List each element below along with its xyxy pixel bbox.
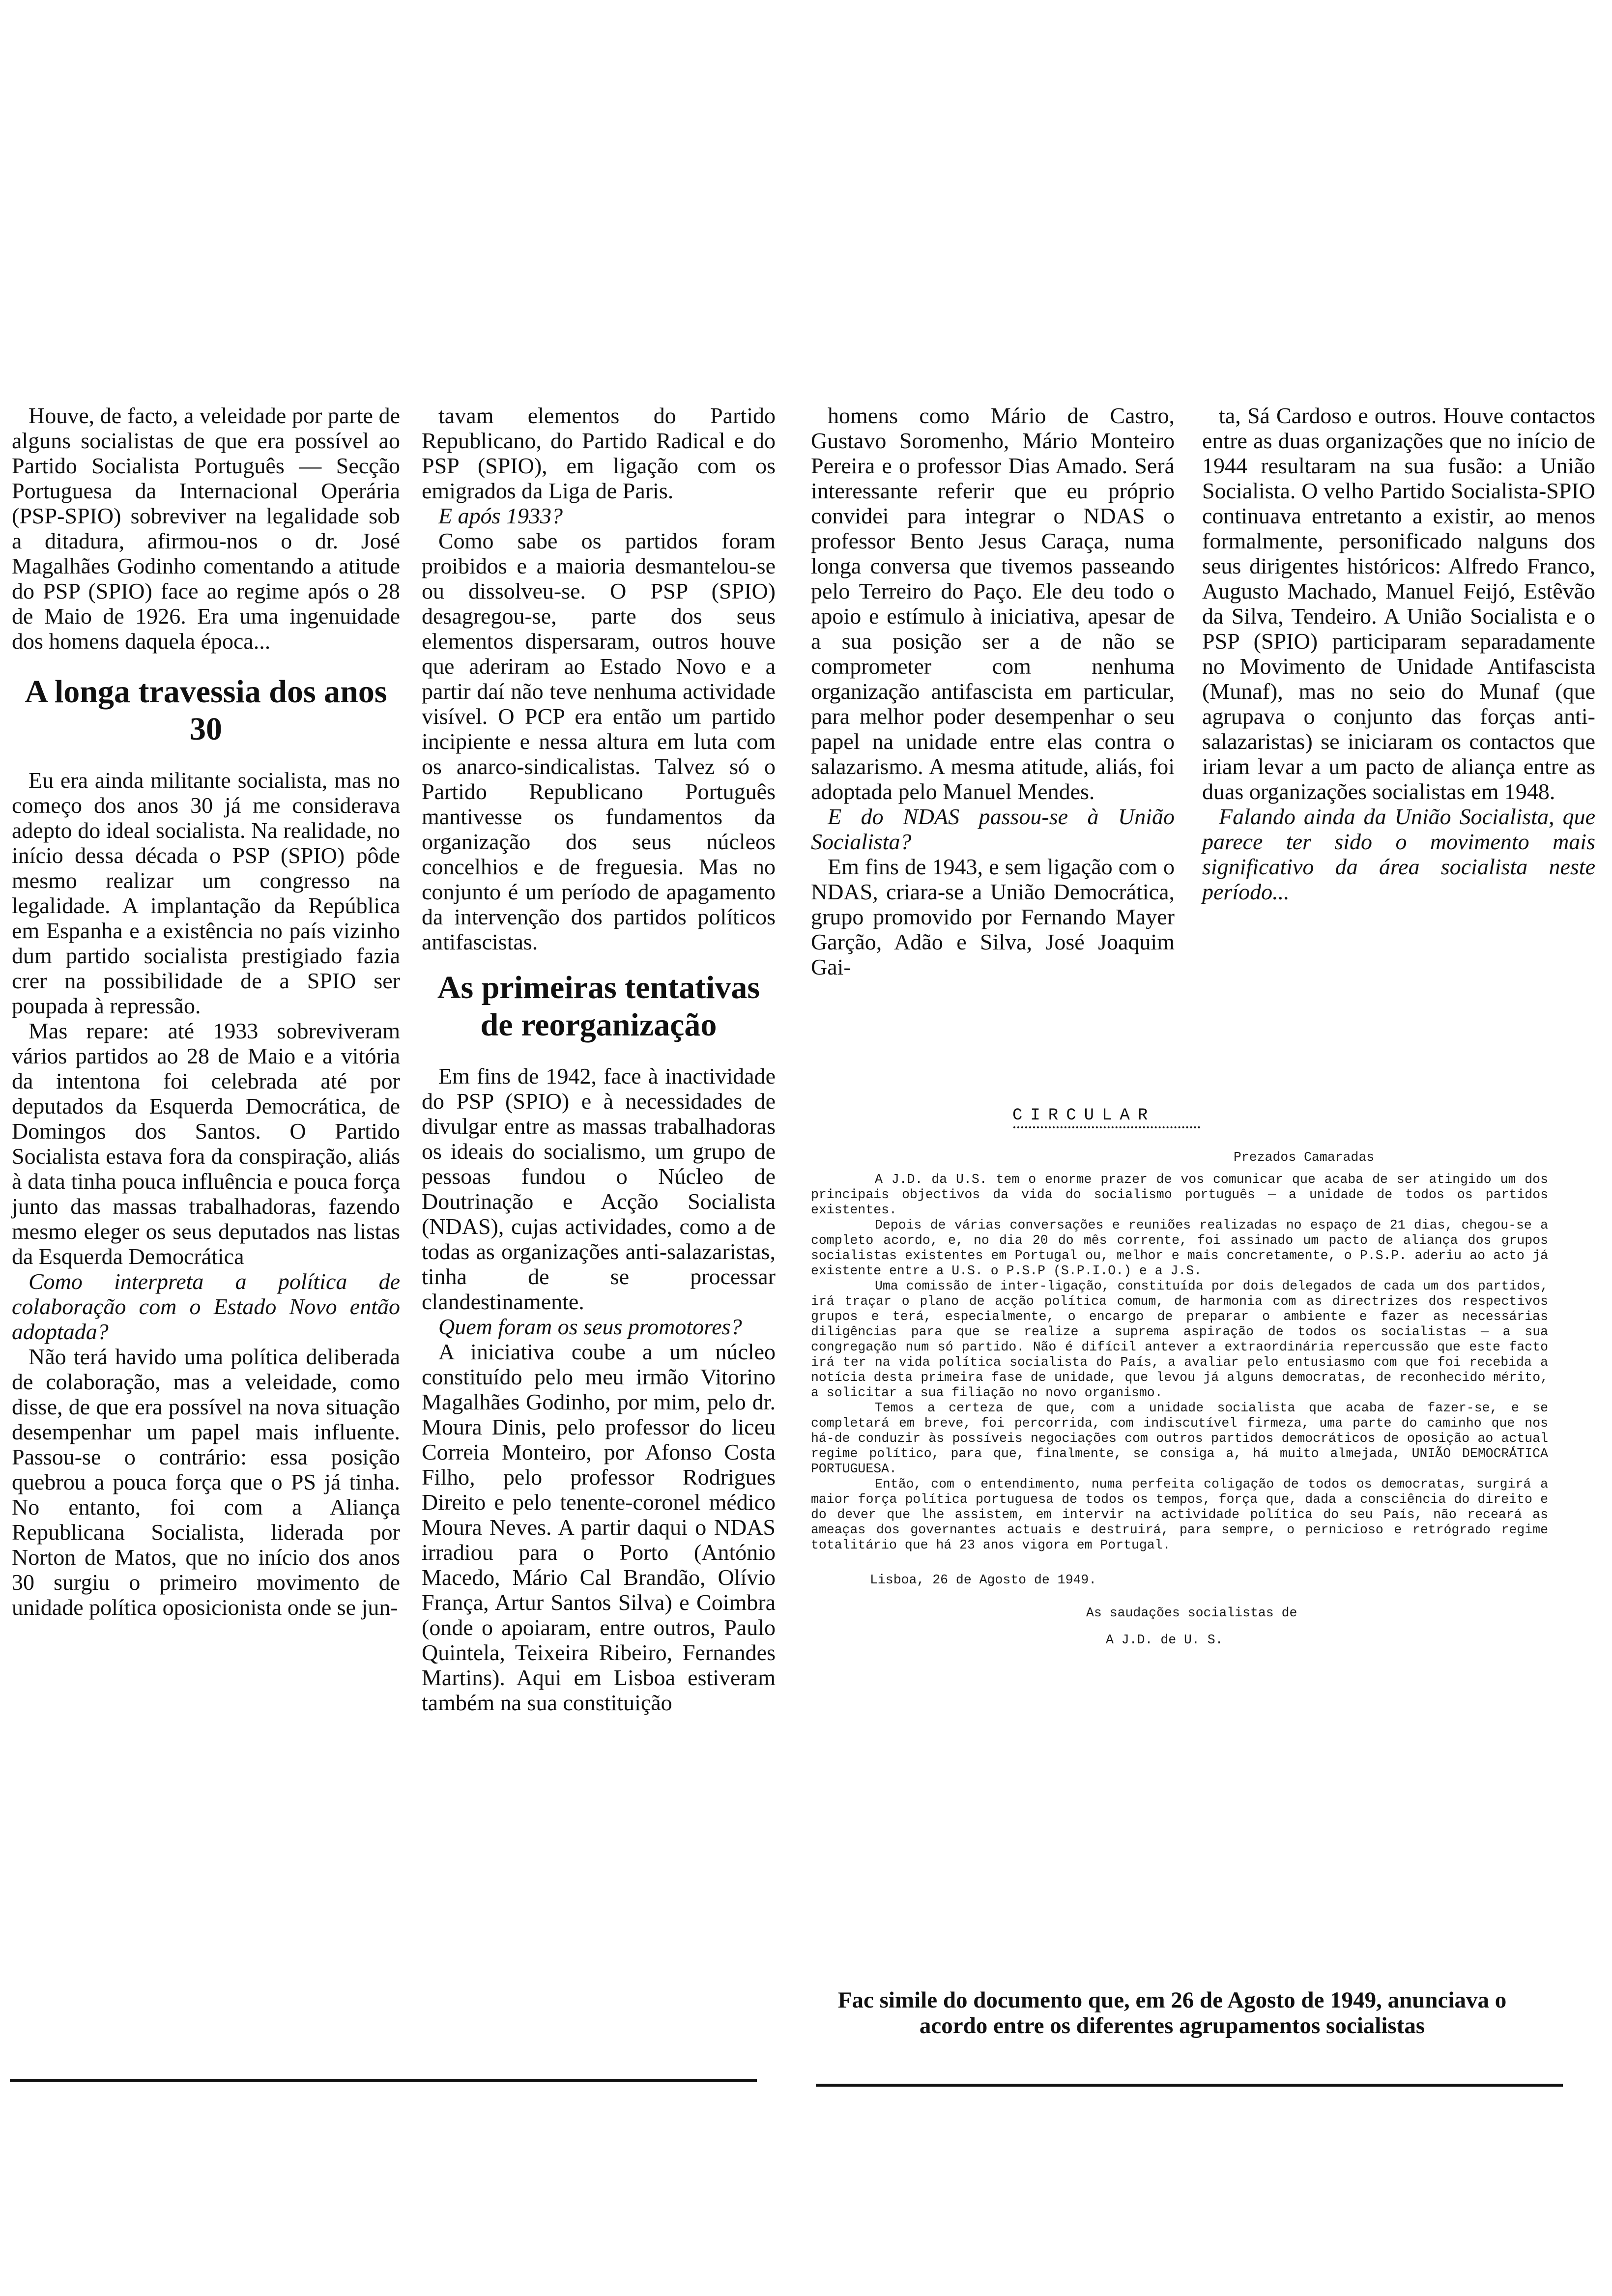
paragraph: Em fins de 1943, e sem ligação com o NDAS, criara-se a União Democrática, grupo promovido por Fernando Mayer Garção, Adão e Silva, José Joaquim Gai- bbox=[811, 854, 1175, 979]
interview-question: E após 1933? bbox=[438, 503, 563, 528]
interview-question: Como interpreta a política de colaboração com o Estado Novo então adoptada? bbox=[12, 1269, 400, 1344]
article-column-1 bbox=[12, 403, 400, 1620]
circular-greeting: Prezados Camaradas bbox=[1234, 1150, 1375, 1165]
paragraph: Não terá havido uma política deliberada de colaboração, mas a veleidade, como disse, de que era possível na nova situação desempenhar um papel mais influente. Passou-se o contrário: essa posição quebrou a pouca força que o PS já tinha. No entanto, foi com a Aliança Republicana Socialista, liderada por Norton de Matos, que no início dos anos 30 surgiu o primeiro movimento de unidade política oposicionista onde se jun- bbox=[12, 1344, 400, 1620]
subheading: A longa travessia dos anos 30 bbox=[25, 674, 387, 747]
interview-question: Falando ainda da União Socialista, que parece ter sido o movimento mais significativo da área socialista neste período... bbox=[1202, 804, 1595, 904]
paragraph: ta, Sá Cardoso e outros. Houve contactos entre as duas organizações que no início de 1944 resultaram na sua fusão: a União Socialista. O velho Partido Socialista-SPIO continuava entretanto a existir, ao menos formalmente, personificado nalguns dos seus dirigentes históricos: Alfredo Franco, Augusto Machado, Manuel Feijó, Estêvão da Silva, Tendeiro. A União Socialista e o PSP (SPIO) participaram separadamente no Movimento de Unidade Antifascista (Munaf), mas no seio do Munaf (que agrupava o conjunto das forças anti-salazaristas) se iniciaram os contactos que iriam levar a um pacto de aliança entre as duas organizações socialistas em 1948. bbox=[1202, 403, 1595, 804]
paragraph: homens como Mário de Castro, Gustavo Soromenho, Mário Monteiro Pereira e o professor Dias Amado. Será interessante referir que eu próprio convidei para integrar o NDAS o professor Bento Jesus Caraça, numa longa conversa que tivemos passeando pelo Terreiro do Paço. Ele deu todo o apoio e estímulo à iniciativa, apesar de a sua posição ser a de não se comprometer com nenhuma organização antifascista em particular, para melhor poder desempenhar o seu papel na unidade entre elas contra o salazarismo. A mesma atitude, aliás, foi adoptada pelo Manuel Mendes. bbox=[811, 403, 1175, 804]
divider-rule bbox=[10, 2079, 757, 2082]
circular-paragraph: Uma comissão de inter-ligação, constituída por dois delegados de cada um dos partidos, irá traçar o plano de acção política comum, de harmonia com as directrizes dos respectivos grupos e terá, especialmente, o encargo de preparar o ambiente e fazer as necessárias diligências para que se realize a suprema aspiração de todos os socialistas — a sua congregação num só partido. Não é difícil antever a extraordinária repercussão que este facto irá ter na vida política socialista do País, a avaliar pelo entusiasmo com que foi recebida a notícia desta primeira fase de unidade, que levou já alguns democratas, de reconhecido mérito, a solicitar a sua filiação no novo organismo. bbox=[811, 1279, 1548, 1400]
paragraph: tavam elementos do Partido Republicano, do Partido Radical e do PSP (SPIO), em ligação com os emigrados da Liga de Paris. bbox=[422, 403, 776, 503]
figure-caption: Fac simile do documento que, em 26 de Agosto de 1949, anunciava o acordo entre os diferentes agrupamentos socialistas bbox=[837, 1987, 1507, 2038]
article-column-3 bbox=[811, 403, 1175, 979]
circular-signature: A J.D. de U. S. bbox=[1106, 1633, 1223, 1647]
interview-question: E do NDAS passou-se à União Socialista? bbox=[811, 804, 1175, 854]
interview-question: Quem foram os seus promotores? bbox=[438, 1314, 742, 1339]
paragraph: Em fins de 1942, face à inactividade do PSP (SPIO) e à necessidades de divulgar entre as massas trabalhadoras os ideais do socialismo, um grupo de pessoas fundou o Núcleo de Doutrinação e Acção Socialista (NDAS), cujas actividades, como a de todas as organizações anti-salazaristas, tinha de se processar clandestinamente. bbox=[422, 1063, 776, 1314]
circular-paragraph: Temos a certeza de que, com a unidade socialista que acaba de fazer-se, e se completará em breve, foi percorrida, com indiscutível firmeza, uma parte do caminho que nos há-de conduzir às possíveis negociações com outros partidos democráticos de oposição ao actual regime político, para que, finalmente, se consiga a, há muito almejada, UNIÃO DEMOCRÁTICA PORTUGUESA. bbox=[811, 1401, 1548, 1476]
divider-rule bbox=[816, 2084, 1563, 2087]
subheading: As primeiras tentativas de reorganização bbox=[437, 970, 760, 1043]
circular-title-underline bbox=[1013, 1126, 1200, 1128]
article-column-4 bbox=[1202, 403, 1595, 904]
circular-sign-line: As saudações socialistas de bbox=[1086, 1606, 1297, 1620]
circular-paragraph: Então, com o entendimento, numa perfeita coligação de todos os democratas, surgirá a maior força política portuguesa de todos os tempos, força que, dada a consciência do direito e do dever que lhe assistem, em intervir na actividade política do seu País, não receará as ameaças dos governantes actuais e destruirá, para sempre, o pernicioso e retrógrado regime totalitário que há 23 anos vigora em Portugal. bbox=[811, 1477, 1548, 1552]
circular-paragraph: Depois de várias conversações e reuniões realizadas no espaço de 21 dias, chegou-se a completo acordo, e, no dia 20 do mês corrente, foi assinado um pacto de aliança dos grupos socialistas existentes em Portugal ou, melhor e mais concretamente, o P.S.P. aderiu ao acto já existente entre a U.S. o P.S.P (S.P.I.O.) e a J.S. bbox=[811, 1218, 1548, 1278]
article-column-2 bbox=[422, 403, 776, 1715]
circular-date: Lisboa, 26 de Agosto de 1949. bbox=[870, 1573, 1097, 1587]
circular-title: CIRCULAR bbox=[1012, 1106, 1156, 1125]
paragraph: Houve, de facto, a veleidade por parte de alguns socialistas de que era possível ao Partido Socialista Português — Secção Portuguesa da Internacional Operária (PSP-SPIO) sobreviver na legalidade sob a ditadura, afirmou-nos o dr. José Magalhães Godinho comentando a atitude do PSP (SPIO) face ao regime após o 28 de Maio de 1926. Era uma ingenuidade dos homens daquela época... bbox=[12, 403, 400, 654]
paragraph: Como sabe os partidos foram proibidos e a maioria desmantelou-se ou dissolveu-se. O PSP (SPIO) desagregou-se, parte dos seus elementos dispersaram, outros houve que aderiram ao Estado Novo e a partir daí não teve nenhuma actividade visível. O PCP era então um partido incipiente e nessa altura em luta com os anarco-sindicalistas. Talvez só o Partido Republicano Português mantivesse os fundamentos da organização dos seus núcleos concelhios e de freguesia. Mas no conjunto é um período de apagamento da intervenção dos partidos políticos antifascistas. bbox=[422, 528, 776, 954]
paragraph: Eu era ainda militante socialista, mas no começo dos anos 30 já me considerava adepto do ideal socialista. Na realidade, no início dessa década o PSP (SPIO) pôde mesmo realizar um congresso na legalidade. A implantação da República em Espanha e a existência no país vizinho dum partido socialista prestigiado fazia crer na possibilidade de a SPIO ser poupada à repressão. bbox=[12, 768, 400, 1018]
circular-facsimile bbox=[811, 1150, 1548, 1648]
paragraph: Mas repare: até 1933 sobreviveram vários partidos ao 28 de Maio e a vitória da intentona foi celebrada até por deputados da Esquerda Democrática, de Domingos dos Santos. O Partido Socialista estava fora da conspiração, aliás à data tinha pouca influência e pouca força junto das massas trabalhadoras, fazendo mesmo eleger os seus deputados nas listas da Esquerda Democrática bbox=[12, 1018, 400, 1269]
paragraph: A iniciativa coube a um núcleo constituído pelo meu irmão Vitorino Magalhães Godinho, por mim, pelo dr. Moura Dinis, pelo professor do liceu Correia Monteiro, por Afonso Costa Filho, pelo professor Rodrigues Direito e pelo tenente-coronel médico Moura Neves. A partir daqui o NDAS irradiou para o Porto (António Macedo, Mário Cal Brandão, Olívio França, Artur Santos Silva) e Coimbra (onde o apoiaram, entre outros, Paulo Quintela, Teixeira Ribeiro, Fernandes Martins). Aqui em Lisboa estiveram também na sua constituição bbox=[422, 1339, 776, 1715]
circular-paragraph: A J.D. da U.S. tem o enorme prazer de vos comunicar que acaba de ser atingido um dos principais objectivos da vida do socialismo português — a unidade de todos os partidos existentes. bbox=[811, 1172, 1548, 1217]
